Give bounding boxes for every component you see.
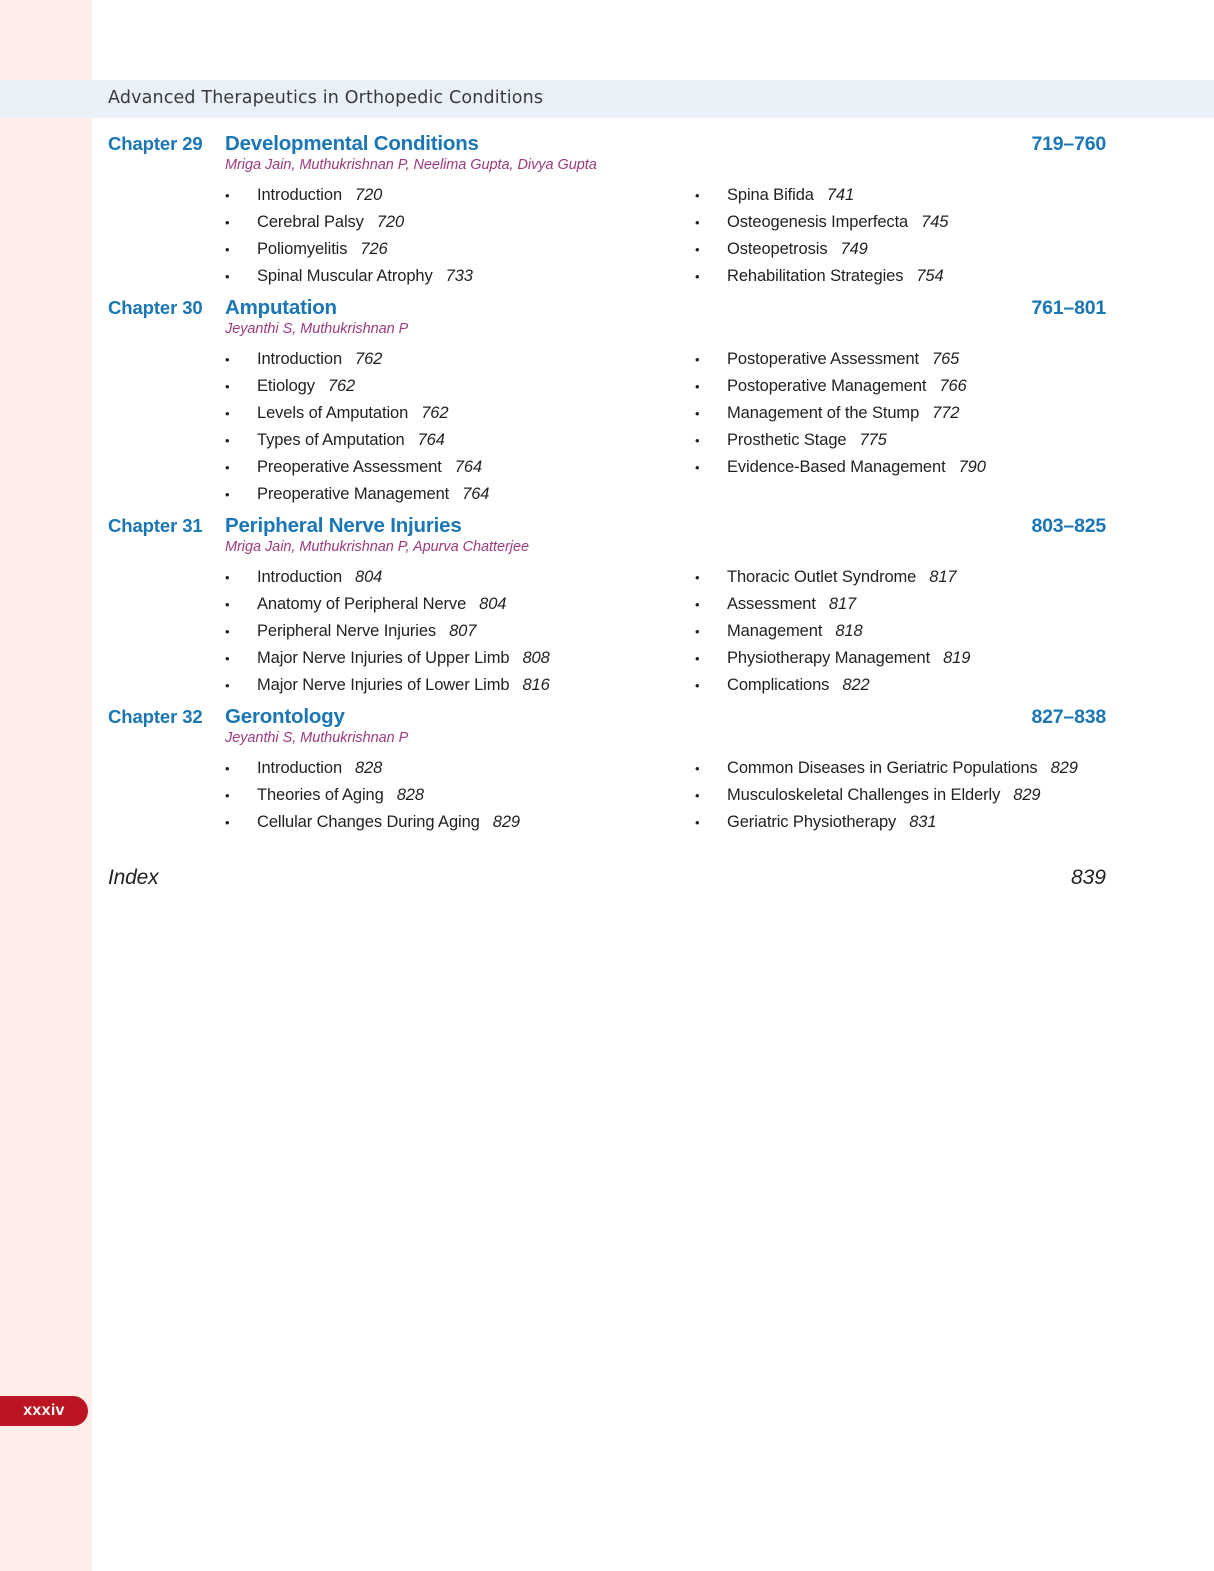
- toc-entry-title: Introduction: [257, 759, 343, 777]
- chapter-block: [108, 514, 1106, 699]
- toc-entry-title: Introduction: [257, 568, 343, 586]
- toc-entry[interactable]: [695, 755, 1106, 782]
- toc-entry[interactable]: [695, 809, 1106, 836]
- chapter-page-range: 803–825: [1031, 515, 1106, 537]
- bullet-icon: •: [695, 406, 700, 421]
- chapter-title: Peripheral Nerve Injuries: [225, 514, 462, 537]
- bullet-icon: •: [695, 624, 700, 639]
- toc-entry[interactable]: [695, 346, 1106, 373]
- toc-entry-page: 819: [943, 649, 971, 667]
- bullet-icon: •: [695, 570, 700, 585]
- chapter-entry-columns: [225, 564, 1106, 699]
- left-margin-strip: [0, 0, 92, 1571]
- toc-entry[interactable]: [225, 346, 695, 373]
- toc-entry-title: Common Diseases in Geriatric Populations: [727, 759, 1038, 777]
- toc-entry-page: 733: [445, 267, 473, 285]
- toc-entry[interactable]: [225, 782, 695, 809]
- toc-entry-title: Postoperative Assessment: [727, 350, 920, 368]
- toc-entry[interactable]: [695, 236, 1106, 263]
- bullet-icon: •: [695, 651, 700, 666]
- chapter-page-range: 827–838: [1031, 706, 1106, 728]
- toc-entry-page: 720: [376, 213, 405, 231]
- toc-entry-title: Rehabilitation Strategies: [727, 267, 904, 285]
- toc-entry-page: 804: [355, 568, 383, 586]
- bullet-icon: •: [695, 460, 700, 475]
- chapter-authors: Mriga Jain, Muthukrishnan P, Neelima Gupta, Divya Gupta: [225, 157, 597, 173]
- toc-entry-page: 808: [522, 649, 550, 667]
- chapter-headline[interactable]: [108, 132, 1106, 156]
- entry-column-left: [225, 755, 695, 836]
- toc-entry-page: 828: [355, 759, 383, 777]
- chapter-block: [108, 132, 1106, 290]
- toc-entry-page: 766: [939, 377, 967, 395]
- toc-entry[interactable]: [695, 182, 1106, 209]
- toc-entry-title: Prosthetic Stage: [727, 431, 847, 449]
- toc-entry-title: Spinal Muscular Atrophy: [257, 267, 433, 285]
- bullet-icon: •: [225, 406, 230, 421]
- toc-entry-page: 772: [932, 404, 960, 422]
- toc-entry-page: 816: [522, 676, 550, 694]
- toc-entry-title: Osteogenesis Imperfecta: [727, 213, 909, 231]
- dot-leader: [468, 531, 1031, 532]
- toc-entry-title: Postoperative Management: [727, 377, 927, 395]
- bullet-icon: •: [225, 188, 230, 203]
- toc-entry-page: 749: [840, 240, 868, 258]
- chapter-entry-columns: [225, 346, 1106, 508]
- entry-column-right: [695, 755, 1106, 836]
- entry-column-right: [695, 346, 1106, 508]
- bullet-icon: •: [225, 242, 230, 257]
- toc-entry-title: Spina Bifida: [727, 186, 814, 204]
- toc-entry-page: 745: [921, 213, 949, 231]
- toc-entry-title: Introduction: [257, 350, 343, 368]
- toc-entry-title: Preoperative Assessment: [257, 458, 442, 476]
- bullet-icon: •: [225, 651, 230, 666]
- chapter-list: [108, 132, 1106, 836]
- bullet-icon: •: [695, 379, 700, 394]
- toc-entry-page: 822: [842, 676, 870, 694]
- toc-entry[interactable]: [225, 672, 695, 699]
- bullet-icon: •: [695, 761, 700, 776]
- toc-entry-title: Anatomy of Peripheral Nerve: [257, 595, 467, 613]
- toc-entry-page: 818: [835, 622, 863, 640]
- chapter-authors: Mriga Jain, Muthukrishnan P, Apurva Chatterjee: [225, 539, 529, 555]
- toc-entry-page: 817: [828, 595, 857, 613]
- index-label: Index: [108, 866, 159, 889]
- index-page-number: 839: [1070, 866, 1106, 889]
- toc-entry[interactable]: [225, 809, 695, 836]
- bullet-icon: •: [225, 379, 230, 394]
- toc-entry-page: 829: [492, 813, 520, 831]
- toc-entry-page: 762: [327, 377, 356, 395]
- entry-column-left: [225, 182, 695, 290]
- toc-entry[interactable]: [225, 755, 695, 782]
- toc-entry-page: 765: [932, 350, 960, 368]
- bullet-icon: •: [225, 761, 230, 776]
- toc-entry[interactable]: [695, 427, 1106, 454]
- toc-entry[interactable]: [225, 481, 695, 508]
- bullet-icon: •: [695, 188, 700, 203]
- bullet-icon: •: [225, 678, 230, 693]
- toc-entry-page: 831: [909, 813, 937, 831]
- toc-entry[interactable]: [695, 782, 1106, 809]
- toc-entry-page: 741: [826, 186, 855, 204]
- chapter-page-range: 719–760: [1031, 133, 1106, 155]
- toc-entry[interactable]: [695, 564, 1106, 591]
- chapter-title: Amputation: [225, 296, 337, 319]
- toc-entry-title: Physiotherapy Management: [727, 649, 931, 667]
- toc-entry-title: Major Nerve Injuries of Lower Limb: [257, 676, 510, 694]
- entry-column-right: [695, 182, 1106, 290]
- toc-entry[interactable]: [695, 672, 1106, 699]
- toc-entry-page: 720: [355, 186, 383, 204]
- chapter-number-label: Chapter 30: [108, 297, 203, 318]
- toc-entry-title: Thoracic Outlet Syndrome: [727, 568, 917, 586]
- toc-entry[interactable]: [225, 182, 695, 209]
- chapter-entry-columns: [225, 755, 1106, 836]
- toc-entry-title: Assessment: [727, 595, 816, 613]
- toc-entry-page: 828: [396, 786, 424, 804]
- toc-entry-page: 762: [421, 404, 449, 422]
- dot-leader: [485, 149, 1031, 150]
- toc-entry-title: Etiology: [257, 377, 315, 395]
- bullet-icon: •: [695, 678, 700, 693]
- bullet-icon: •: [225, 624, 230, 639]
- bullet-icon: •: [695, 597, 700, 612]
- toc-entry-title: Musculoskeletal Challenges in Elderly: [727, 786, 1001, 804]
- dot-leader: [351, 722, 1031, 723]
- toc-entry[interactable]: [225, 263, 695, 290]
- chapter-block: [108, 296, 1106, 508]
- toc-entry-page: 829: [1013, 786, 1041, 804]
- toc-entry-title: Poliomyelitis: [257, 240, 348, 258]
- toc-entry-title: Theories of Aging: [257, 786, 384, 804]
- toc-content: [108, 132, 1106, 890]
- toc-entry-title: Complications: [727, 676, 830, 694]
- toc-entry[interactable]: [695, 209, 1106, 236]
- bullet-icon: •: [695, 788, 700, 803]
- chapter-number-label: Chapter 32: [108, 706, 203, 727]
- toc-entry[interactable]: [695, 645, 1106, 672]
- chapter-headline[interactable]: [108, 705, 1106, 729]
- chapter-number-label: Chapter 29: [108, 133, 203, 154]
- toc-entry-title: Peripheral Nerve Injuries: [257, 622, 437, 640]
- chapter-number-label: Chapter 31: [108, 515, 203, 536]
- bullet-icon: •: [695, 269, 700, 284]
- chapter-entry-columns: [225, 182, 1106, 290]
- toc-entry[interactable]: [225, 618, 695, 645]
- toc-entry-page: 764: [454, 458, 483, 476]
- toc-entry[interactable]: [695, 454, 1106, 481]
- toc-entry[interactable]: [225, 645, 695, 672]
- bullet-icon: •: [225, 570, 230, 585]
- toc-entry-page: 790: [958, 458, 986, 476]
- bullet-icon: •: [225, 460, 230, 475]
- toc-entry[interactable]: [225, 400, 695, 427]
- chapter-title: Developmental Conditions: [225, 132, 479, 155]
- bullet-icon: •: [225, 215, 230, 230]
- index-row[interactable]: [108, 866, 1106, 890]
- bullet-icon: •: [225, 269, 230, 284]
- bullet-icon: •: [225, 815, 230, 830]
- bullet-icon: •: [695, 433, 700, 448]
- running-header-title: Advanced Therapeutics in Orthopedic Conditions: [108, 88, 544, 108]
- toc-entry-title: Major Nerve Injuries of Upper Limb: [257, 649, 510, 667]
- bullet-icon: •: [225, 352, 230, 367]
- toc-entry[interactable]: [695, 618, 1106, 645]
- bullet-icon: •: [695, 215, 700, 230]
- toc-entry-page: 754: [916, 267, 944, 285]
- entry-column-right: [695, 564, 1106, 699]
- toc-entry[interactable]: [695, 373, 1106, 400]
- toc-entry-title: Osteopetrosis: [727, 240, 828, 258]
- chapter-headline[interactable]: [108, 296, 1106, 320]
- bullet-icon: •: [695, 352, 700, 367]
- toc-entry-title: Types of Amputation: [257, 431, 405, 449]
- toc-entry-page: 775: [859, 431, 887, 449]
- toc-entry-page: 762: [355, 350, 383, 368]
- entry-column-left: [225, 346, 695, 508]
- toc-entry[interactable]: [225, 373, 695, 400]
- toc-entry-page: 817: [929, 568, 957, 586]
- page-number-badge: xxxiv: [0, 1396, 88, 1426]
- toc-entry-page: 764: [417, 431, 445, 449]
- toc-entry-title: Preoperative Management: [257, 485, 450, 503]
- toc-entry[interactable]: [225, 427, 695, 454]
- toc-entry[interactable]: [225, 209, 695, 236]
- toc-entry-title: Cellular Changes During Aging: [257, 813, 480, 831]
- toc-entry[interactable]: [695, 263, 1106, 290]
- bullet-icon: •: [695, 815, 700, 830]
- chapter-authors: Jeyanthi S, Muthukrishnan P: [225, 730, 409, 746]
- chapter-page-range: 761–801: [1031, 297, 1106, 319]
- bullet-icon: •: [225, 597, 230, 612]
- toc-entry-title: Management: [727, 622, 823, 640]
- toc-entry-title: Management of the Stump: [727, 404, 920, 422]
- toc-entry-page: 764: [462, 485, 490, 503]
- toc-entry[interactable]: [695, 591, 1106, 618]
- bullet-icon: •: [225, 433, 230, 448]
- toc-entry-title: Cerebral Palsy: [257, 213, 364, 231]
- toc-entry-title: Levels of Amputation: [257, 404, 409, 422]
- toc-entry-title: Geriatric Physiotherapy: [727, 813, 897, 831]
- chapter-authors: Jeyanthi S, Muthukrishnan P: [225, 321, 409, 337]
- toc-entry[interactable]: [225, 454, 695, 481]
- chapter-title: Gerontology: [225, 705, 345, 728]
- toc-entry-page: 804: [479, 595, 507, 613]
- bullet-icon: •: [225, 788, 230, 803]
- toc-entry-page: 726: [360, 240, 388, 258]
- toc-entry-title: Introduction: [257, 186, 343, 204]
- chapter-block: [108, 705, 1106, 836]
- toc-entry[interactable]: [695, 400, 1106, 427]
- entry-column-left: [225, 564, 695, 699]
- toc-entry-page: 829: [1050, 759, 1078, 777]
- toc-entry-title: Evidence-Based Management: [727, 458, 946, 476]
- toc-entry[interactable]: [225, 564, 695, 591]
- index-dot-leader: [166, 883, 1069, 884]
- bullet-icon: •: [225, 487, 230, 502]
- chapter-headline[interactable]: [108, 514, 1106, 538]
- bullet-icon: •: [695, 242, 700, 257]
- toc-entry-page: 807: [449, 622, 477, 640]
- dot-leader: [343, 313, 1031, 314]
- toc-entry[interactable]: [225, 591, 695, 618]
- toc-entry[interactable]: [225, 236, 695, 263]
